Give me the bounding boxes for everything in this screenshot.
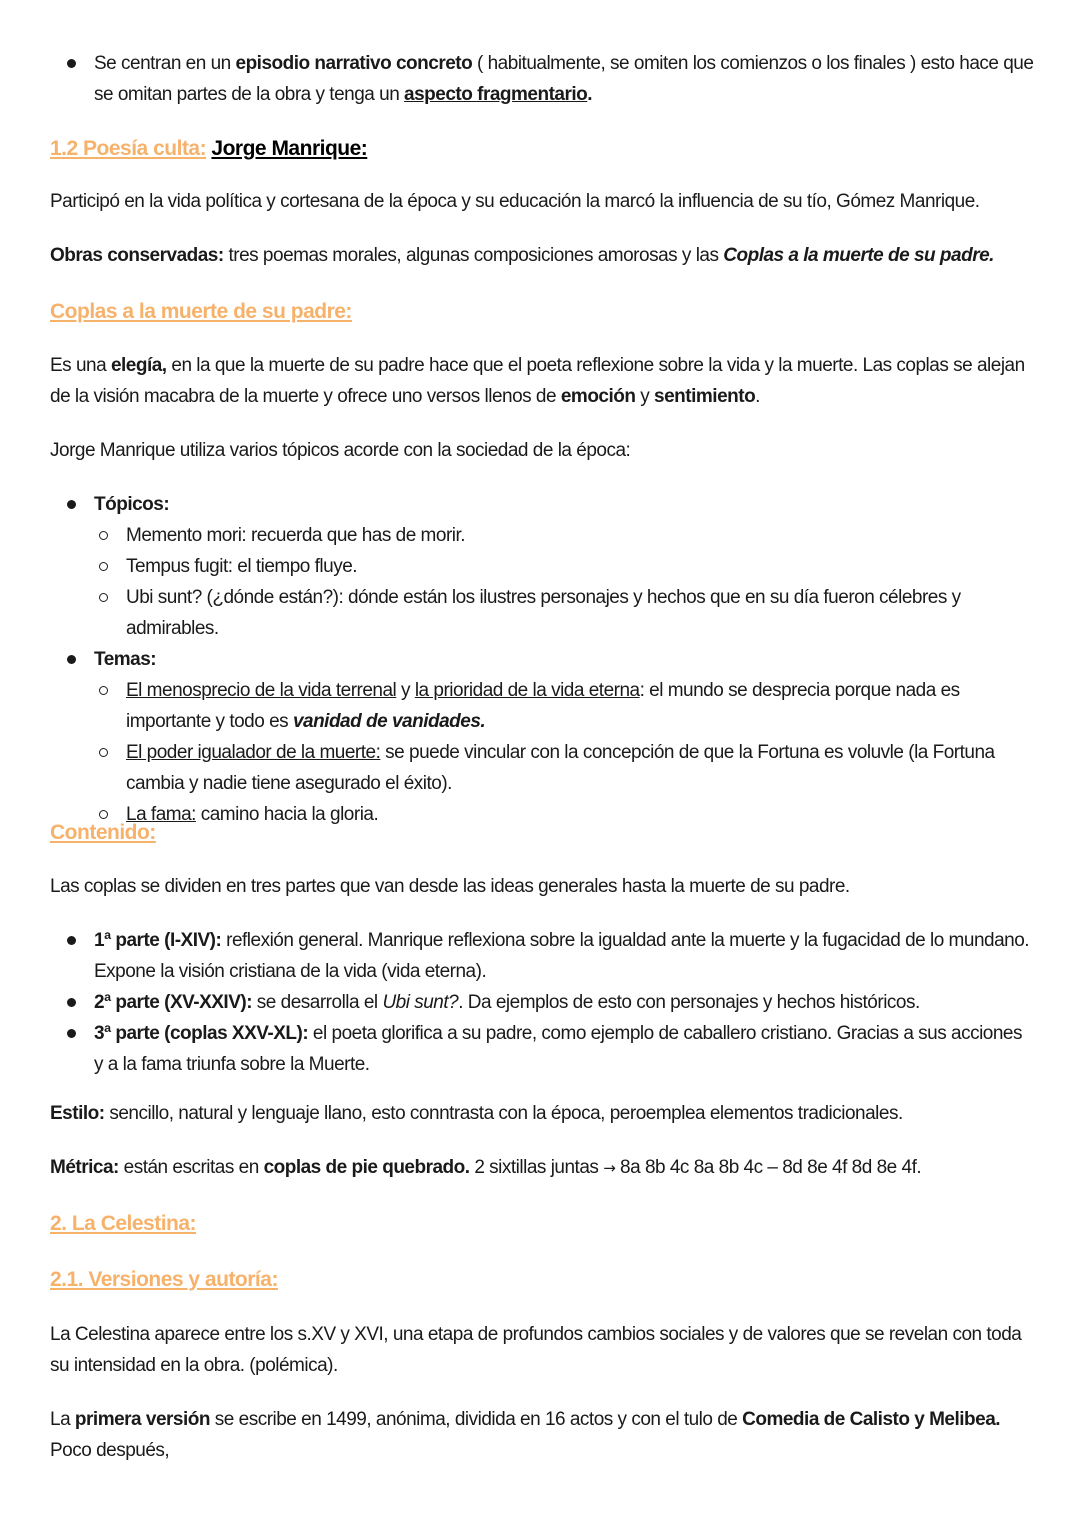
text: . Da ejemplos de esto con personajes y hechos históricos. <box>458 992 920 1013</box>
heading-text: Contenido: <box>50 821 156 844</box>
metrica-paragraph <box>50 1152 1035 1184</box>
bold-label: Tópicos: <box>94 494 170 515</box>
section-heading-2 <box>50 1208 1035 1239</box>
obras-paragraph <box>50 240 1035 271</box>
bold-label: 2ª parte (XV-XXIV): <box>94 992 253 1013</box>
bold-label: Métrica: <box>50 1157 119 1178</box>
text: el poeta glorifica a su padre, como ejemplo de caballero cristiano. Gracias a sus acciones y a la fama triunfa sobre la Muerte. <box>94 1023 1022 1075</box>
estilo-paragraph <box>50 1098 1035 1129</box>
section-heading-1-2 <box>50 133 1035 164</box>
bold-text: Comedia de Calisto y Melibea. <box>742 1409 1001 1430</box>
sub-list-item: Ubi sunt? (¿dónde están?): dónde están los ilustres personajes y hechos que en su día fueron célebres y admirables. <box>94 582 1035 644</box>
list-item-topicos <box>50 489 1035 644</box>
list-item-parte-1 <box>50 925 1035 987</box>
coplas-heading <box>50 296 1035 327</box>
bold-text: elegía, <box>110 355 167 376</box>
sub-list-item <box>94 737 1035 799</box>
heading-text: 2. La Celestina: <box>50 1212 197 1235</box>
bold-label: Estilo: <box>50 1103 105 1124</box>
celestina-paragraph-2 <box>50 1404 1035 1466</box>
text: reflexión general. Manrique reflexiona sobre la igualdad ante la muerte y la fugacidad de lo mundano. Expone la visión cristiana de la vida (vida eterna). <box>94 930 1030 982</box>
underlined-text: El poder igualador de la muerte: <box>126 742 381 763</box>
list-item-temas <box>50 644 1035 830</box>
arrow-right-icon: → <box>603 1159 616 1177</box>
topicos-intro: Jorge Manrique utiliza varios tópicos acorde con la sociedad de la época: <box>50 440 631 461</box>
text: tres poemas morales, algunas composiciones amorosas y las <box>223 245 724 266</box>
underlined-text: la prioridad de la vida eterna <box>414 680 640 701</box>
text: se escribe en 1499, anónima, dividida en 16 actos y con el tulo de <box>210 1409 743 1430</box>
text: Poco después, <box>50 1440 170 1461</box>
text: . <box>587 84 593 105</box>
text: sencillo, natural y lenguaje llano, esto conntrasta con la época, peroemplea elementos tradicionales. <box>104 1103 903 1124</box>
heading-text: Coplas a la muerte de su padre: <box>50 300 352 323</box>
bold-label: 3ª parte (coplas XXV-XL): <box>94 1023 309 1044</box>
contenido-intro: Las coplas se dividen en tres partes que van desde las ideas generales hasta la muerte de su padre. <box>50 876 850 897</box>
text: están escritas en <box>118 1157 264 1178</box>
text: 8a 8b 4c 8a 8b 4c – 8d 8e 4f 8d 8e 4f. <box>615 1157 922 1178</box>
contenido-heading <box>50 817 1035 848</box>
text: Es una <box>50 355 111 376</box>
list-item-parte-3 <box>50 1018 1035 1080</box>
text: : el mundo se desprecia porque nada es importante y todo es <box>126 680 960 732</box>
bold-text: coplas de pie quebrado. <box>263 1157 470 1178</box>
sub-list-item: Tempus fugit: el tiempo fluye. <box>94 551 1035 582</box>
bold-text: episodio narrativo concreto <box>235 53 473 74</box>
bold-italic-text: vanidad de vanidades. <box>292 711 486 732</box>
bio-paragraph: Participó en la vida política y cortesana de la época y su educación la marcó la influencia de su tío, Gómez Manrique. <box>50 191 980 212</box>
text: camino hacia la gloria. <box>195 804 379 825</box>
list-item <box>50 48 1035 110</box>
underlined-text: El menosprecio de la vida terrenal <box>126 680 397 701</box>
intro-bullet-block <box>50 48 1035 110</box>
bold-label: 1ª parte (I-XIV): <box>94 930 222 951</box>
text: 2 sixtillas juntas <box>469 1157 604 1178</box>
partes-list <box>50 925 1035 1080</box>
bold-label: Temas: <box>94 649 157 670</box>
text: ( habitualmente, se omiten los comienzos o los finales ) esto hace que se omitan partes de la obra y tenga un <box>94 53 1034 105</box>
bold-italic-title: Coplas a la muerte de su padre. <box>723 245 994 266</box>
bold-text: emoción <box>560 386 636 407</box>
italic-text: Ubi sunt? <box>382 992 459 1013</box>
heading-text: 2.1. Versiones y autoría: <box>50 1268 278 1291</box>
bold-underlined-text: aspecto fragmentario <box>404 84 588 105</box>
text: y <box>396 680 415 701</box>
underlined-text: La fama: <box>126 804 196 825</box>
text: se puede vincular con la concepción de que la Fortuna es voluvle (la Fortuna cambia y nadie tiene asegurado el éxito). <box>126 742 995 794</box>
text: en la que la muerte de su padre hace que el poeta reflexione sobre la vida y la muerte. Las coplas se alejan de la visión macabra de la muerte y ofrece uno versos llenos de <box>50 355 1025 407</box>
text: Se centran en un <box>94 53 236 74</box>
text: La <box>50 1409 75 1430</box>
sub-list-item: Memento mori: recuerda que has de morir. <box>94 520 1035 551</box>
elegia-paragraph <box>50 350 1035 412</box>
section-author-name: Jorge Manrique: <box>211 137 368 160</box>
text: . <box>755 386 760 407</box>
bold-label: Obras conservadas: <box>50 245 224 266</box>
text: y <box>635 386 655 407</box>
bold-text: sentimiento <box>654 386 756 407</box>
text: se desarrolla el <box>252 992 383 1013</box>
sub-list-item <box>94 675 1035 737</box>
bold-text: primera versión <box>74 1409 210 1430</box>
topicos-temas-list <box>50 489 1035 830</box>
section-heading-2-1 <box>50 1264 1035 1295</box>
list-item-parte-2 <box>50 987 1035 1018</box>
celestina-paragraph-1: La Celestina aparece entre los s.XV y XVI, una etapa de profundos cambios sociales y de valores que se revelan con toda su intensidad en la obra. (polémica). <box>50 1324 1022 1376</box>
section-number-label: 1.2 Poesía culta: <box>50 137 207 160</box>
